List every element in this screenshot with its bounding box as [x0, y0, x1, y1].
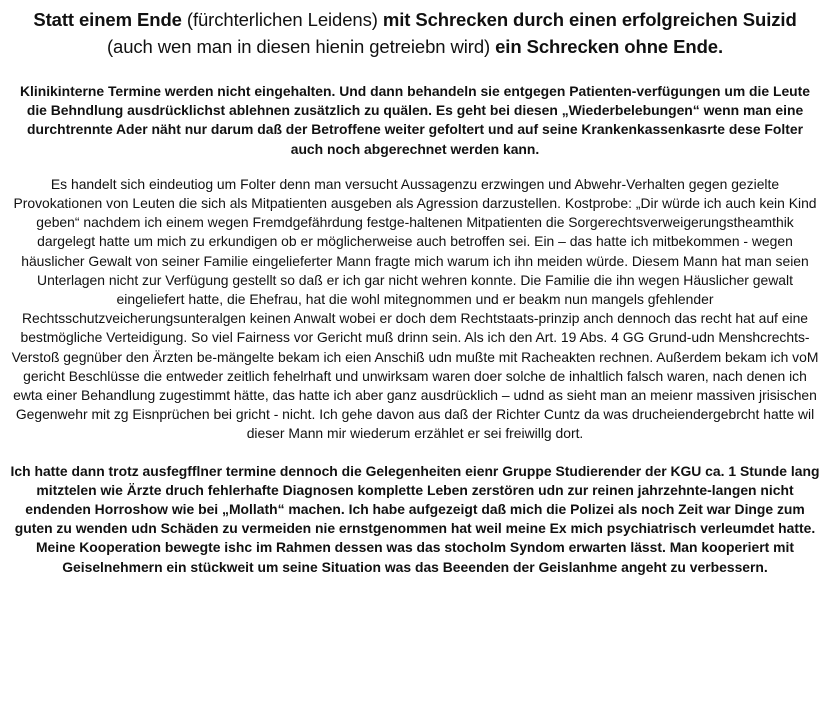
paragraph-torture-account: Es handelt sich eindeutiog um Folter denn man versucht Aussagenzu erzwingen und Abwehr-Verhalten gegen gezielte Provokationen von Leuten die sich als Mitpatienten ausgeben als Agression darzustellen. Kostprobe: „Dir würde ich auch kein Kind geben“ nachdem ich einem wegen Fremdgefährdung festge-haltenen Mitpatienten die Sorgerechtsverweigerungstheamthik dargelegt hatte um mich zu erkundigen ob er möglicherweise auch betroffen sei. Ein – das hatte ich mitbekommen - wegen häuslicher Gewalt von seiner Familie eingelieferter Mann fragte mich warum ich ihn meiden würde. Diesem Mann hat man seien Unterlagen nicht zur Verfügung gestellt so daß er ich gar nicht wehren konnte. Die Familie die ihn wegen Häuslicher gewalt eingeliefert hatte, die Ehefrau, hat die wohl mitegnommen und er beakm nun mangels gfehlender Rechtsschutzveicherungsunteralgen keinen Anwalt wobei er doch dem Rechtstaats-prinzip anch dennoch das recht hat auf eine bestmögliche Verteidigung. So viel Fairness vor Gericht muß drinn sein. Als ich den Art. 19 Abs. 4 GG Grund-udn Menshcrechts-Verstoß gegnüber den Ärzten be-mängelte bekam ich eien Anschiß udn mußte mit Racheakten rechnen. Außerdem bekam ich voM gericht Beschlüsse die entweder zeitlich fehelrhaft und unwirksam waren doer solche de inhaltlich falsch waren, nach denen ich ewta einer Behandlung zugestimmt hätte, das hatte ich aber ganz ausdrücklich – udnd as sieht man an meienr massiven jrisischen Gegenwehr mit zg Eisnprüchen bei gricht - nicht. Ich gehe davon aus daß der Richter Cuntz da was drucheiendergebrcht hatte wil dieser Mann mir wiederum erzählet er sei freiwillg dort.: [11, 175, 819, 442]
document-title: [10, 6, 820, 60]
title-segment-4: (auch wen man in diesen hienin getreiebn wird): [106, 36, 496, 57]
paragraph-clinic-appointments: Klinikinterne Termine werden nicht eingehalten. Und dann behandeln sie entgegen Patienten-verfügungen um die Leute die Behndlung ausdrücklichst ablehnen zusätzlich zu quälen. Es geht bei diesen „Wiederbelebungen“ wenn man eine durchtrennte Ader näht nur darum daß der Betroffene weiter gefoltert und auf seine Krankenkassenkasrte dese Folter auch noch abgerechnet werden kann.: [19, 83, 811, 157]
title-segment-1: Statt einem Ende: [33, 9, 182, 30]
paragraph-student-group: Ich hatte dann trotz ausfegfflner termine dennoch die Gelegenheiten eienr Gruppe Studierender der KGU ca. 1 Stunde lang mitztelen wie Ärzte druch fehlerhafte Diagnosen komplette Leben zerstören udn zur reinen jahrzehnte-langen nicht endenden Horroshow wie bei „Mollath“ machen. Ich habe aufgezeigt daß mich die Polizei als noch Zeit war Dinge zum guten zu wenden udn Schäden zu vermeiden nie ernstgenommen hat weil meine Ex mich psychiatrisch verleumdet hatte. Meine Kooperation bewegte ishc im Rahmen dessen was das stocholm Syndom erwarten lässt. Man kooperiert mit Geiselnehmern ein stückweit um seine Situation was das Beeenden der Geislanhme angeht zu verbessern.: [10, 462, 820, 575]
title-segment-2: (fürchterlichen Leidens): [181, 9, 383, 30]
title-segment-3: mit Schrecken durch einen erfolgreichen Suizid: [382, 9, 797, 30]
title-segment-5: ein Schrecken ohne Ende.: [495, 36, 724, 57]
